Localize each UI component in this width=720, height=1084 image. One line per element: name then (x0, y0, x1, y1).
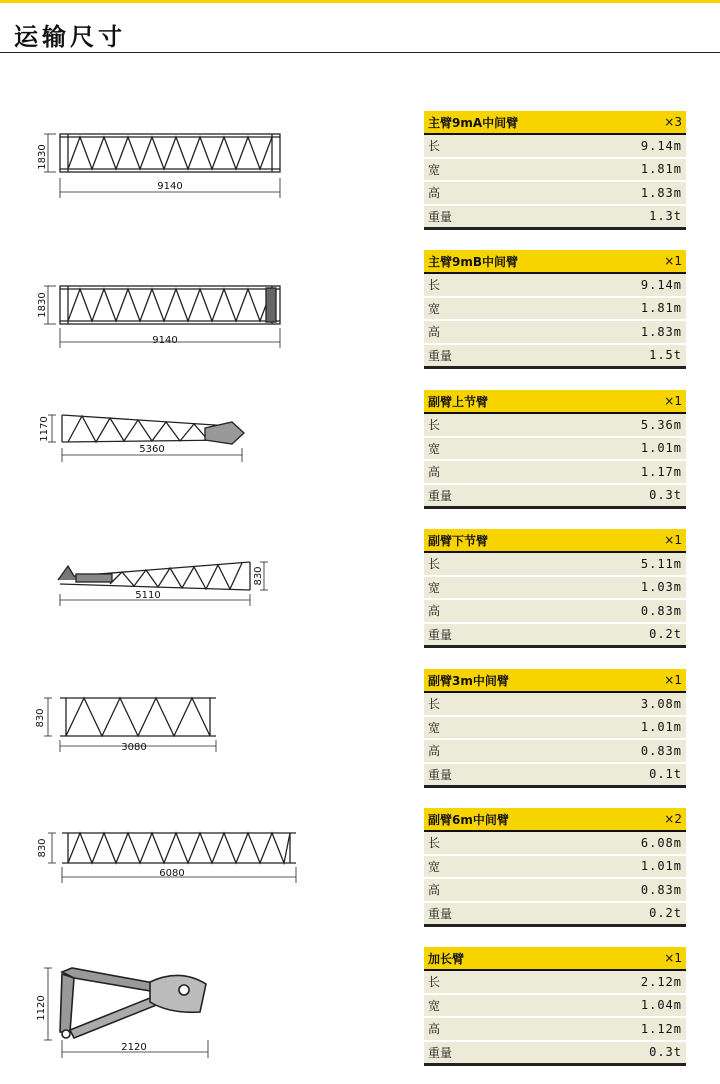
spec-row-length (424, 832, 686, 856)
dim-length-2: 9140 (152, 335, 178, 346)
title-divider (0, 52, 720, 53)
row-label: 重量 (428, 906, 453, 921)
spec-row-length (424, 414, 686, 438)
row-value: 2.12m (640, 974, 682, 989)
component-name: 主臂9mB中间臂 (428, 254, 519, 269)
component-qty: ×2 (664, 812, 682, 826)
row-label: 重量 (428, 627, 453, 642)
spec-row-width (424, 995, 686, 1019)
component-qty: ×1 (664, 394, 682, 408)
spec-row-weight (424, 764, 686, 789)
row-label: 高 (428, 325, 441, 340)
row-value: 3.08m (640, 696, 682, 711)
spec-row-length (424, 274, 686, 298)
component-qty: ×3 (664, 115, 682, 129)
dim-height-4: 830 (253, 566, 264, 586)
spec-header (424, 808, 686, 832)
dim-length-5: 3080 (121, 742, 147, 753)
spec-table-7 (424, 947, 686, 1066)
row-label: 宽 (428, 441, 441, 456)
row-value: 1.04m (640, 998, 682, 1013)
boom-drawing-6 (0, 825, 400, 899)
row-value: 1.01m (640, 859, 682, 874)
component-qty: ×1 (664, 254, 682, 268)
row-value: 1.5t (649, 348, 682, 363)
row-value: 0.3t (649, 1045, 682, 1060)
spec-row-height (424, 182, 686, 206)
spec-table-4 (424, 529, 686, 648)
row-label: 高 (428, 465, 441, 480)
row-value: 0.83m (640, 603, 682, 618)
spec-header (424, 947, 686, 971)
spec-row-weight (424, 1042, 686, 1067)
row-value: 0.1t (649, 767, 682, 782)
row-value: 1.01m (640, 720, 682, 735)
row-value: 1.3t (649, 209, 682, 224)
spec-row-height (424, 1018, 686, 1042)
row-value: 9.14m (640, 277, 682, 292)
dim-length-7: 2120 (121, 1042, 147, 1053)
row-label: 重量 (428, 1045, 453, 1060)
component-name: 副臂下节臂 (428, 533, 489, 548)
row-value: 0.2t (649, 906, 682, 921)
row-label: 长 (428, 278, 441, 293)
spec-header (424, 250, 686, 274)
spec-header (424, 111, 686, 135)
spec-row-width (424, 717, 686, 741)
row-label: 长 (428, 557, 441, 572)
spec-row-width (424, 577, 686, 601)
spec-row-height (424, 461, 686, 485)
spec-row-length (424, 693, 686, 717)
boom-drawing-1 (0, 120, 400, 214)
row-value: 0.3t (649, 488, 682, 503)
spec-row-length (424, 553, 686, 577)
row-label: 宽 (428, 162, 441, 177)
row-value: 1.17m (640, 464, 682, 479)
component-qty: ×1 (664, 533, 682, 547)
spec-row-weight (424, 903, 686, 928)
spec-row-weight (424, 624, 686, 649)
top-accent-line (0, 0, 720, 3)
row-value: 5.36m (640, 417, 682, 432)
dim-length-4: 5110 (135, 590, 161, 601)
row-label: 宽 (428, 998, 441, 1013)
dim-height-6: 830 (37, 838, 48, 858)
spec-row-height (424, 600, 686, 624)
dim-height-5: 830 (35, 708, 46, 728)
row-label: 重量 (428, 209, 453, 224)
spec-header (424, 529, 686, 553)
row-value: 1.81m (640, 162, 682, 177)
page-title: 运输尺寸 (14, 23, 126, 51)
row-value: 1.83m (640, 185, 682, 200)
spec-row-weight (424, 345, 686, 370)
dim-length-3: 5360 (139, 444, 165, 455)
boom-drawing-4 (0, 550, 400, 624)
row-label: 长 (428, 418, 441, 433)
boom-drawing-3 (0, 400, 400, 484)
row-label: 宽 (428, 720, 441, 735)
row-label: 重量 (428, 767, 453, 782)
spec-row-width (424, 438, 686, 462)
spec-row-length (424, 135, 686, 159)
boom-drawing-5 (0, 690, 400, 764)
row-label: 宽 (428, 580, 441, 595)
spec-row-width (424, 159, 686, 183)
boom-drawing-2 (0, 270, 400, 364)
dim-height-1: 1830 (37, 144, 48, 170)
spec-table-3 (424, 390, 686, 509)
component-qty: ×1 (664, 673, 682, 687)
component-name: 副臂上节臂 (428, 394, 489, 409)
component-name: 主臂9mA中间臂 (428, 115, 519, 130)
row-label: 重量 (428, 348, 453, 363)
component-name: 副臂6m中间臂 (428, 812, 509, 827)
dim-height-7: 1120 (36, 995, 47, 1021)
row-label: 长 (428, 975, 441, 990)
spec-table-2 (424, 250, 686, 369)
spec-row-weight (424, 485, 686, 510)
dim-height-2: 1830 (37, 292, 48, 318)
spec-row-width (424, 298, 686, 322)
spec-table-5 (424, 669, 686, 788)
spec-header (424, 669, 686, 693)
row-value: 6.08m (640, 835, 682, 850)
row-label: 高 (428, 744, 441, 759)
row-value: 5.11m (640, 556, 682, 571)
row-label: 长 (428, 139, 441, 154)
row-label: 长 (428, 836, 441, 851)
row-value: 1.01m (640, 441, 682, 456)
row-label: 长 (428, 697, 441, 712)
row-label: 高 (428, 604, 441, 619)
row-value: 1.83m (640, 324, 682, 339)
row-label: 重量 (428, 488, 453, 503)
spec-table-1 (424, 111, 686, 230)
row-value: 9.14m (640, 138, 682, 153)
spec-row-length (424, 971, 686, 995)
component-name: 加长臂 (428, 951, 465, 966)
row-value: 1.12m (640, 1021, 682, 1036)
row-label: 高 (428, 186, 441, 201)
row-value: 0.2t (649, 627, 682, 642)
row-label: 高 (428, 883, 441, 898)
row-label: 高 (428, 1022, 441, 1037)
row-value: 0.83m (640, 743, 682, 758)
row-label: 宽 (428, 859, 441, 874)
dim-length-1: 9140 (157, 181, 183, 192)
spec-row-weight (424, 206, 686, 231)
component-qty: ×1 (664, 951, 682, 965)
row-label: 宽 (428, 301, 441, 316)
row-value: 1.81m (640, 301, 682, 316)
spec-row-height (424, 740, 686, 764)
row-value: 1.03m (640, 580, 682, 595)
spec-row-width (424, 856, 686, 880)
spec-header (424, 390, 686, 414)
spec-row-height (424, 879, 686, 903)
boom-drawing-7 (0, 960, 400, 1074)
dim-height-3: 1170 (39, 416, 50, 442)
component-name: 副臂3m中间臂 (428, 673, 509, 688)
spec-table-6 (424, 808, 686, 927)
dim-length-6: 6080 (159, 868, 185, 879)
row-value: 0.83m (640, 882, 682, 897)
spec-row-height (424, 321, 686, 345)
